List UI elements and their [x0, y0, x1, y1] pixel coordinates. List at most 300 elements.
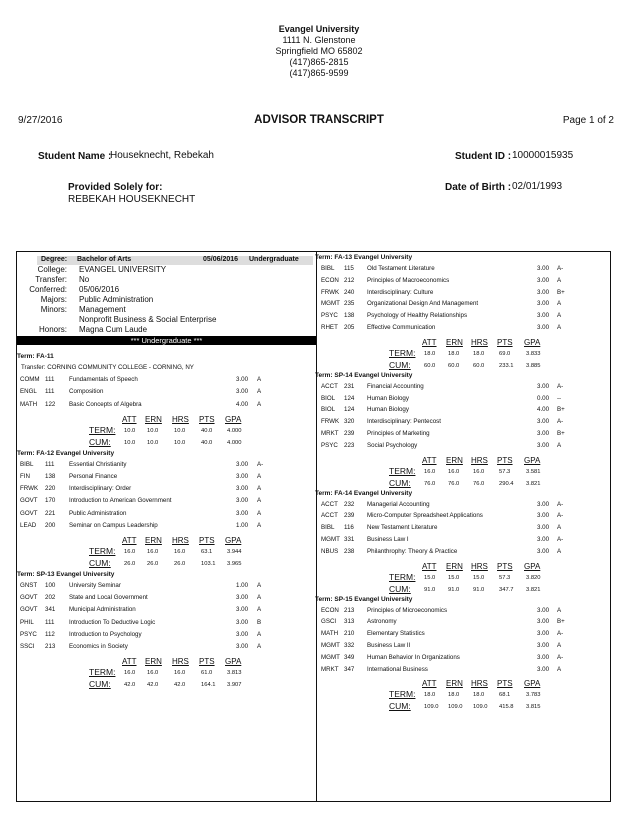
course-subj: GOVT	[20, 497, 38, 505]
stat-header: PTS	[199, 536, 215, 545]
course-grade: A	[557, 642, 562, 649]
stat-header: HRS	[471, 679, 488, 689]
cum-value: 76.0	[424, 480, 436, 487]
address-line-1: 1111 N. Glenstone	[282, 35, 356, 45]
course-hrs: 3.00	[537, 618, 550, 626]
course-num: 332	[344, 642, 355, 649]
course-grade: A	[557, 606, 562, 614]
course-grade: A	[257, 473, 262, 480]
course-grade: A	[257, 388, 262, 396]
cum-value: 4.000	[227, 439, 242, 446]
course-hrs: 3.00	[537, 653, 550, 661]
honors-label: Honors:	[38, 325, 67, 334]
term-value: 16.0	[174, 549, 186, 555]
course-num: 213	[45, 643, 56, 650]
term-value: 68.1	[499, 692, 511, 699]
cum-value: 91.0	[473, 586, 485, 593]
course-grade: B+	[557, 430, 565, 437]
course-grade: A	[557, 324, 562, 331]
term-value: 15.0	[448, 574, 460, 581]
course-num: 223	[344, 441, 355, 449]
course-hrs: 1.00	[236, 582, 249, 589]
course-num: 347	[344, 665, 355, 673]
course-title: Organizational Design And Management	[367, 300, 479, 308]
course-title: Business Law I	[367, 536, 409, 543]
cum-value: 3.907	[227, 682, 242, 689]
course-hrs: 3.00	[537, 300, 550, 308]
left-transcript-column	[16, 251, 317, 802]
course-title: Essential Christianity	[69, 460, 127, 468]
term-label: TERM:	[389, 571, 416, 582]
level-banner: *** Undergraduate ***	[17, 336, 316, 345]
course-hrs: 3.00	[537, 430, 550, 437]
term-value: 3.813	[227, 670, 242, 677]
course-subj: BIBL	[321, 524, 335, 532]
course-hrs: 3.00	[537, 382, 550, 390]
course-hrs: 4.00	[236, 400, 249, 408]
cum-value: 3.821	[526, 480, 541, 487]
course-grade: A-	[557, 630, 564, 638]
course-title: Financial Accounting	[367, 382, 424, 390]
course-hrs: 3.00	[537, 288, 550, 296]
course-hrs: 3.00	[537, 265, 550, 272]
term-value: 18.0	[473, 692, 485, 699]
course-num: 232	[344, 500, 355, 508]
course-hrs: 0.00	[537, 394, 550, 402]
cum-label: CUM:	[389, 583, 411, 594]
term-value: 40.0	[201, 427, 213, 434]
stat-header: ATT	[422, 455, 437, 465]
cum-value: 91.0	[424, 586, 436, 593]
cum-value: 103.1	[201, 561, 216, 567]
cum-label: CUM:	[89, 558, 111, 568]
cum-value: 42.0	[174, 682, 186, 689]
stat-header: ATT	[122, 414, 137, 424]
cum-value: 26.0	[174, 561, 186, 567]
institution-header	[0, 24, 638, 79]
stat-header: ATT	[422, 561, 437, 571]
minor-2: Nonprofit Business & Social Enterprise	[79, 315, 217, 324]
cum-value: 76.0	[448, 480, 460, 487]
stat-header: PTS	[199, 657, 215, 667]
cum-value: 3.885	[526, 362, 541, 369]
course-title: Human Behavior In Organizations	[367, 653, 460, 661]
cum-label: CUM:	[89, 436, 111, 447]
course-grade: A	[557, 665, 562, 673]
minors-label: Minors:	[40, 305, 67, 314]
degree-name: Bachelor of Arts	[77, 256, 132, 263]
course-grade: A	[557, 524, 562, 532]
college-label: College:	[37, 265, 67, 274]
cum-value: 91.0	[448, 586, 460, 593]
course-title: Interdisciplinary: Culture	[367, 288, 434, 296]
stat-header: PTS	[497, 337, 513, 347]
course-hrs: 3.00	[537, 276, 550, 284]
cum-label: CUM:	[389, 359, 411, 370]
course-num: 313	[344, 618, 355, 626]
cum-value: 109.0	[424, 704, 439, 711]
student-id-label: Student ID :	[455, 151, 512, 162]
cum-value: 26.0	[147, 561, 159, 567]
stat-header: HRS	[471, 337, 488, 347]
term-value: 3.581	[526, 468, 541, 475]
term-value: 10.0	[124, 427, 136, 434]
course-hrs: 3.00	[236, 473, 249, 480]
term-value: 15.0	[473, 574, 485, 581]
cum-value: 109.0	[448, 704, 463, 711]
term-label: TERM:	[389, 689, 416, 700]
cum-label: CUM:	[389, 701, 411, 712]
course-title: New Testament Literature	[367, 524, 438, 532]
course-grade: A	[257, 376, 262, 384]
course-num: 239	[344, 430, 355, 437]
term-value: 57.3	[499, 574, 511, 581]
course-num: 202	[45, 594, 56, 602]
term-header: Term: FA-13 Evangel University	[315, 254, 413, 261]
course-subj: BIOL	[321, 406, 336, 414]
term-value: 61.0	[201, 670, 213, 677]
institution-name: Evangel University	[278, 24, 360, 34]
degree-date: 05/06/2016	[203, 256, 239, 263]
course-hrs: 3.00	[537, 418, 550, 426]
term-value: 15.0	[424, 574, 436, 581]
degree-level: Undergraduate	[249, 256, 299, 263]
term-value: 16.0	[448, 468, 460, 475]
course-grade: A	[257, 485, 262, 493]
course-num: 212	[344, 276, 355, 284]
stat-header: ERN	[145, 414, 162, 424]
course-hrs: 3.00	[537, 665, 550, 673]
term-value: 18.0	[424, 350, 436, 357]
course-title: Effective Communication	[367, 324, 436, 331]
course-subj: MATH	[20, 400, 38, 408]
term-value: 18.0	[473, 350, 485, 357]
course-num: 210	[344, 630, 355, 638]
course-grade: A-	[257, 460, 264, 468]
course-num: 112	[45, 630, 55, 638]
term-value: 16.0	[473, 468, 485, 475]
page-title: ADVISOR TRANSCRIPT	[254, 114, 384, 126]
course-title: Philanthrophy: Theory & Practice	[367, 547, 458, 555]
stat-header: ERN	[145, 536, 162, 545]
cum-value: 76.0	[473, 480, 485, 487]
cum-value: 233.1	[499, 362, 514, 369]
term-label: TERM:	[89, 424, 116, 435]
term-value: 10.0	[147, 427, 159, 434]
stat-header: GPA	[524, 455, 541, 465]
course-num: 213	[344, 606, 355, 614]
course-grade: A	[557, 547, 562, 555]
course-num: 115	[344, 265, 354, 272]
term-value: 18.0	[424, 692, 436, 699]
dob: 02/01/1993	[512, 181, 563, 192]
course-num: 111	[45, 388, 55, 396]
cum-value: 10.0	[174, 439, 186, 446]
course-num: 240	[344, 288, 355, 296]
course-hrs: 3.00	[537, 441, 550, 449]
course-num: 100	[45, 582, 56, 589]
term-label: TERM:	[389, 347, 416, 358]
stat-header: ERN	[446, 337, 463, 347]
majors: Public Administration	[79, 295, 154, 304]
stat-header: HRS	[471, 455, 488, 465]
course-grade: A-	[557, 653, 564, 661]
stat-header: HRS	[471, 561, 488, 571]
stat-header: PTS	[199, 414, 215, 424]
term-value: 3.833	[526, 350, 541, 357]
course-hrs: 3.00	[537, 547, 550, 555]
course-subj: ECON	[321, 276, 339, 284]
course-title: Interdisciplinary: Order	[69, 485, 132, 493]
course-subj: ACCT	[321, 382, 338, 390]
course-grade: A	[257, 497, 262, 505]
course-subj: FRWK	[321, 288, 340, 296]
cum-value: 10.0	[124, 439, 136, 446]
stat-header: ERN	[446, 679, 463, 689]
phone-1: (417)865-2815	[289, 57, 349, 67]
term-value: 16.0	[124, 549, 136, 555]
course-subj: MRKT	[321, 430, 339, 437]
course-grade: B	[257, 618, 262, 626]
course-subj: GNST	[20, 582, 38, 589]
stat-header: ATT	[122, 536, 137, 545]
course-title: Seminar on Campus Leadership	[69, 521, 158, 529]
term-header: Term: SP-15 Evangel University	[315, 595, 413, 603]
stat-header: ATT	[422, 679, 437, 689]
course-subj: FRWK	[321, 418, 340, 426]
majors-label: Majors:	[40, 295, 67, 304]
course-hrs: 3.00	[236, 643, 249, 650]
course-grade: B+	[557, 618, 565, 626]
stat-header: PTS	[497, 455, 513, 465]
course-hrs: 1.00	[236, 521, 249, 529]
course-subj: ENGL	[20, 388, 37, 396]
course-subj: FIN	[20, 473, 30, 480]
course-subj: FRWK	[20, 485, 39, 493]
honors: Magna Cum Laude	[79, 325, 148, 334]
course-title: Composition	[69, 388, 104, 396]
course-num: 220	[45, 485, 56, 493]
course-title: Introduction to American Government	[69, 497, 172, 505]
course-hrs: 3.00	[236, 460, 249, 468]
course-hrs: 3.00	[537, 524, 550, 532]
course-num: 116	[344, 524, 354, 532]
stat-header: ERN	[446, 561, 463, 571]
course-title: Human Biology	[367, 406, 409, 414]
student-id: 10000015935	[512, 150, 574, 161]
course-grade: A	[257, 582, 262, 589]
print-date: 9/27/2016	[18, 115, 63, 126]
degree-label: Degree:	[41, 256, 68, 263]
course-subj: ACCT	[321, 512, 338, 520]
cum-value: 26.0	[124, 561, 136, 567]
stat-header: GPA	[225, 414, 242, 424]
provided-for-label: Provided Solely for:	[68, 182, 163, 193]
course-subj: BIBL	[321, 265, 335, 272]
course-title: International Business	[367, 665, 428, 673]
course-num: 235	[344, 300, 355, 308]
course-hrs: 3.00	[236, 509, 249, 517]
cum-value: 3.965	[227, 561, 242, 567]
course-grade: A	[557, 276, 562, 284]
cum-value: 60.0	[448, 362, 460, 369]
course-grade: A	[257, 594, 262, 602]
course-title: Introduction to Psychology	[69, 630, 142, 638]
course-num: 239	[344, 512, 355, 520]
term-value: 57.3	[499, 468, 511, 475]
course-grade: A-	[557, 382, 564, 390]
course-title: Micro-Computer Spreadsheet Applications	[367, 512, 483, 520]
cum-value: 3.815	[526, 704, 541, 711]
term-label: TERM:	[89, 667, 116, 678]
course-grade: A	[257, 606, 262, 614]
transfer: No	[79, 275, 90, 284]
term-value: 16.0	[147, 549, 159, 555]
course-grade: --	[557, 394, 562, 402]
course-subj: GOVT	[20, 509, 38, 517]
course-num: 320	[344, 418, 355, 426]
course-hrs: 3.00	[236, 485, 249, 493]
cum-value: 40.0	[201, 439, 213, 446]
course-num: 238	[344, 547, 355, 555]
address-line-2: Springfield MO 65802	[275, 46, 363, 56]
term-value: 3.820	[526, 574, 541, 581]
course-subj: NBUS	[321, 547, 339, 555]
term-header: Term: FA-11	[17, 353, 54, 360]
course-title: Elementary Statistics	[367, 630, 425, 638]
course-num: 124	[344, 394, 355, 402]
course-title: Principles of Microeconomics	[367, 606, 448, 614]
course-hrs: 4.00	[537, 406, 550, 414]
stat-header: ERN	[145, 657, 162, 667]
stat-header: ERN	[446, 455, 463, 465]
cum-value: 109.0	[473, 704, 488, 711]
cum-value: 415.8	[499, 704, 514, 711]
term-value: 16.0	[174, 670, 186, 677]
term-label: TERM:	[89, 546, 116, 556]
course-hrs: 3.00	[236, 388, 249, 396]
course-hrs: 3.00	[236, 594, 249, 602]
course-title: Managerial Accounting	[367, 500, 430, 508]
term-value: 10.0	[174, 427, 186, 434]
term-value: 63.1	[201, 549, 213, 555]
cum-value: 42.0	[147, 682, 159, 689]
course-subj: MGMT	[321, 300, 340, 308]
course-title: Basic Concepts of Algebra	[69, 400, 142, 408]
course-subj: ACCT	[321, 500, 338, 508]
course-title: Principles of Marketing	[367, 430, 430, 437]
stat-header: ATT	[122, 657, 137, 667]
course-subj: SSCI	[20, 643, 35, 650]
term-value: 4.000	[227, 427, 242, 434]
cum-value: 3.821	[526, 586, 541, 593]
cum-value: 60.0	[424, 362, 436, 369]
term-value: 16.0	[424, 468, 436, 475]
course-hrs: 3.00	[236, 606, 249, 614]
course-grade: A	[557, 441, 562, 449]
course-hrs: 3.00	[537, 630, 550, 638]
course-title: Personal Finance	[69, 473, 118, 480]
course-title: State and Local Government	[69, 594, 148, 602]
course-subj: GSCI	[321, 618, 337, 626]
course-num: 122	[45, 400, 56, 408]
stat-header: GPA	[524, 561, 541, 571]
course-subj: GOVT	[20, 606, 38, 614]
course-grade: A-	[557, 500, 564, 508]
course-subj: LEAD	[20, 521, 37, 529]
course-hrs: 3.00	[537, 512, 550, 520]
student-name-label: Student Name :	[38, 151, 112, 162]
course-grade: A	[257, 521, 262, 529]
degree-block	[17, 252, 316, 338]
course-num: 341	[45, 606, 56, 614]
course-grade: A	[257, 630, 262, 638]
student-name: Houseknecht, Rebekah	[110, 150, 214, 161]
cum-value: 60.0	[473, 362, 485, 369]
term-value: 18.0	[448, 350, 460, 357]
page-number: Page 1 of 2	[562, 115, 614, 126]
cum-label: CUM:	[89, 679, 111, 690]
course-hrs: 3.00	[236, 376, 249, 384]
stat-header: HRS	[172, 536, 189, 545]
term-header: Term: SP-14 Evangel University	[315, 371, 413, 379]
transfer-note: Transfer: CORNING COMMUNITY COLLEGE - CORNING, NY	[21, 364, 194, 371]
stat-header: GPA	[524, 679, 541, 689]
course-title: Economics in Society	[69, 643, 128, 650]
course-title: University Seminar	[69, 582, 121, 589]
course-num: 205	[344, 324, 355, 331]
minor-1: Management	[79, 305, 126, 314]
course-subj: COMM	[20, 376, 40, 384]
course-subj: PSYC	[321, 312, 338, 320]
course-subj: GOVT	[20, 594, 38, 602]
stat-header: GPA	[225, 536, 242, 545]
course-title: Business Law II	[367, 642, 411, 649]
course-title: Introduction To Deductive Logic	[69, 618, 156, 626]
course-subj: BIOL	[321, 394, 336, 402]
course-title: Interdisciplinary: Pentecost	[367, 418, 441, 426]
course-hrs: 3.00	[537, 500, 550, 508]
course-num: 111	[45, 376, 55, 384]
conferred: 05/06/2016	[79, 285, 120, 294]
cum-value: 10.0	[147, 439, 159, 446]
right-transcript-column	[315, 251, 611, 802]
course-hrs: 3.00	[537, 606, 550, 614]
course-num: 124	[344, 406, 355, 414]
term-header: Term: FA-14 Evangel University	[315, 489, 413, 497]
course-grade: A	[257, 509, 262, 517]
course-title: Astronomy	[367, 618, 397, 626]
course-grade: A	[557, 312, 562, 320]
course-subj: PSYC	[321, 441, 338, 449]
course-hrs: 3.00	[537, 642, 550, 649]
course-subj: ECON	[321, 606, 339, 614]
course-title: Old Testament Literature	[367, 265, 435, 272]
course-grade: A	[257, 643, 262, 650]
term-header: Term: FA-12 Evangel University	[17, 449, 115, 457]
stat-header: GPA	[225, 657, 242, 667]
course-title: Municipal Administration	[69, 606, 136, 614]
course-num: 138	[344, 312, 355, 320]
course-num: 331	[344, 536, 355, 543]
course-hrs: 3.00	[236, 618, 249, 626]
course-subj: BIBL	[20, 460, 34, 468]
course-hrs: 3.00	[537, 324, 550, 331]
course-hrs: 3.00	[537, 536, 550, 543]
course-grade: A	[257, 400, 262, 408]
course-num: 111	[45, 460, 55, 468]
course-grade: A-	[557, 265, 564, 272]
